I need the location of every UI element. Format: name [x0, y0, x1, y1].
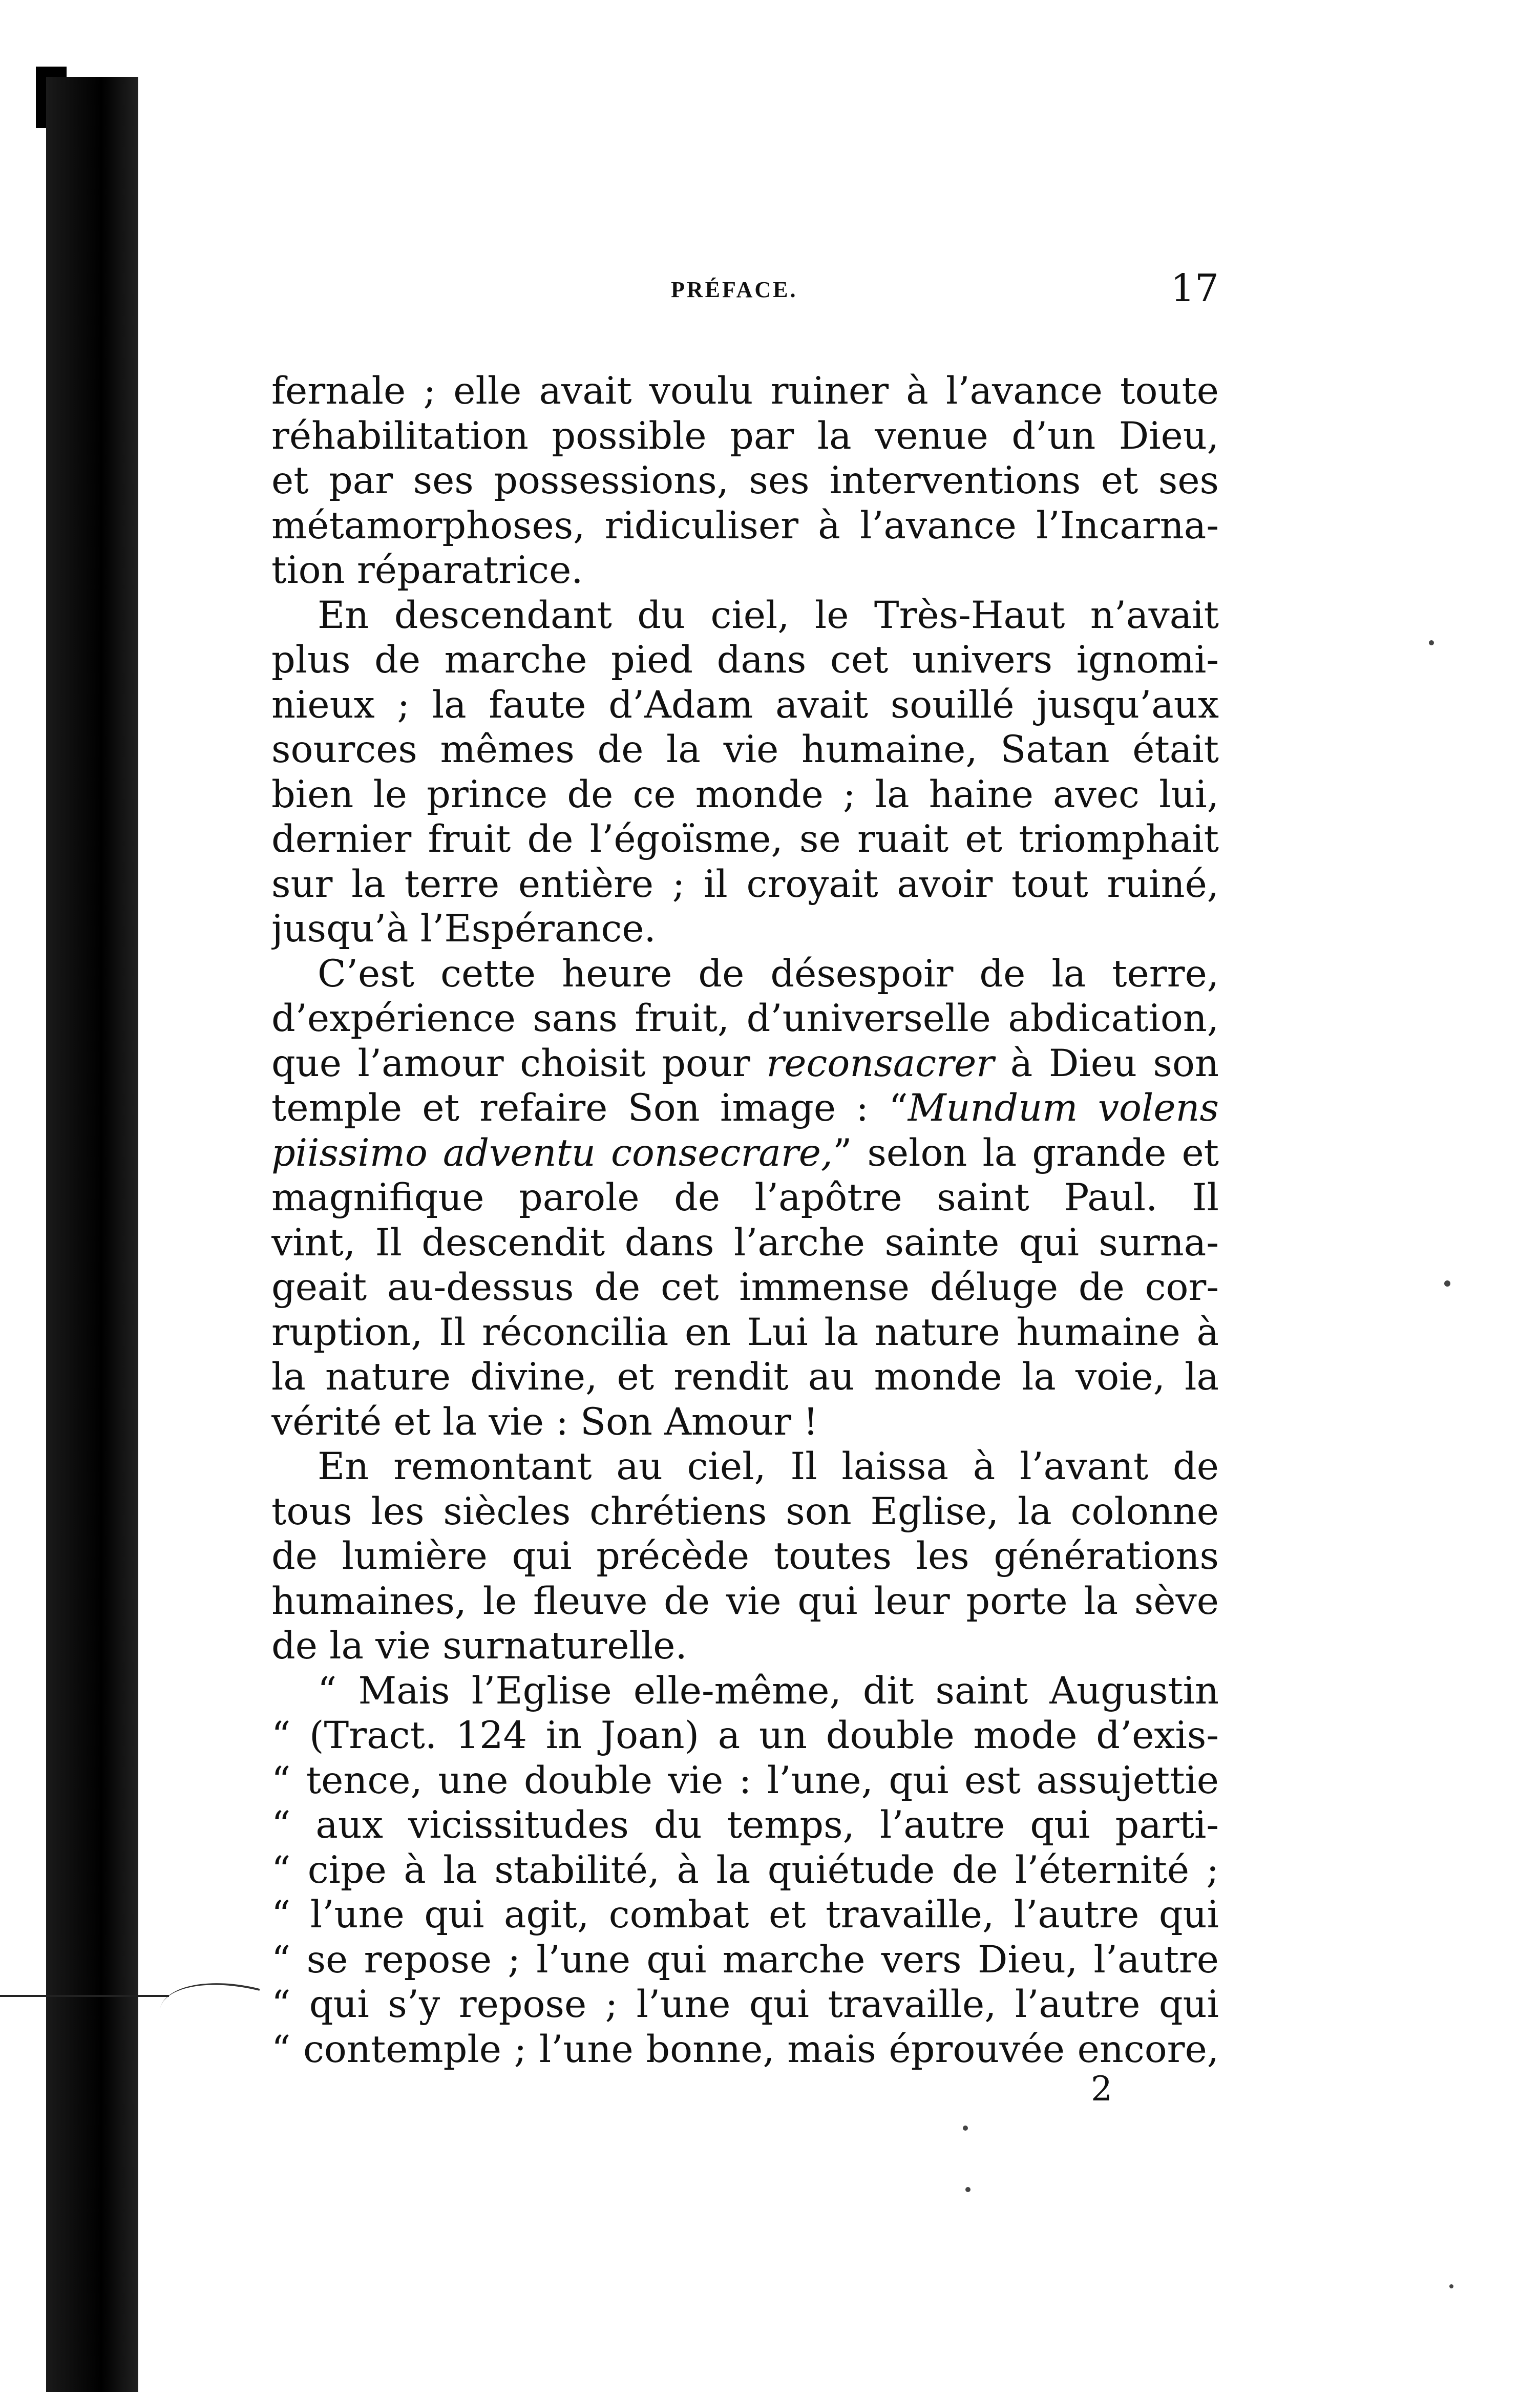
text-line: geait au-dessus de cet immense déluge de cor-	[271, 1266, 1219, 1309]
text-line: En remontant au ciel, Il laissa à l’avant de	[318, 1445, 1219, 1488]
text-line: “ cipe à la stabilité, à la quiétude de l’éternité ;	[271, 1848, 1219, 1892]
text-line	[271, 1041, 1219, 1086]
page-number: 17	[1170, 266, 1219, 310]
text-line: “ tence, une double vie : l’une, qui est assujettie	[271, 1758, 1219, 1802]
scan-speck	[965, 2187, 971, 2192]
text-line: tous les siècles chrétiens son Eglise, la colonne	[271, 1489, 1219, 1533]
text-line	[271, 1131, 1219, 1176]
text-line: dernier fruit de l’égoïsme, se ruait et triomphait	[271, 817, 1219, 861]
text-line: “ se repose ; l’une qui marche vers Dieu, l’autre	[271, 1938, 1219, 1982]
scan-speck	[1429, 640, 1434, 645]
body-text	[271, 369, 1219, 2072]
scan-speck	[1444, 1280, 1450, 1287]
text-line: réhabilitation possible par la venue d’un Dieu,	[271, 414, 1219, 458]
scan-speck	[1449, 2284, 1453, 2288]
latin-quote: Mundum volens	[908, 1086, 1219, 1130]
text-line: “ contemple ; l’une bonne, mais éprouvée encore,	[271, 2027, 1219, 2071]
text-line: “ Mais l’Eglise elle-même, dit saint Augustin	[318, 1669, 1219, 1713]
text-segment: à Dieu son	[1010, 1041, 1219, 1085]
text-line: magnifique parole de l’apôtre saint Paul. Il	[271, 1176, 1219, 1219]
text-line: d’expérience sans fruit, d’universelle abdication,	[271, 997, 1219, 1040]
text-line: ruption, Il réconcilia en Lui la nature humaine à	[271, 1310, 1219, 1354]
text-line: jusqu’à l’Espérance.	[271, 907, 656, 951]
margin-pencil-curve	[160, 1966, 260, 2030]
running-head-title: PRÉFACE.	[671, 277, 798, 302]
text-line: “ aux vicissitudes du temps, l’autre qui parti-	[271, 1803, 1219, 1847]
italic-term: reconsacrer	[766, 1041, 995, 1085]
text-line: “ qui s’y repose ; l’une qui travaille, l’autre qui	[271, 1983, 1219, 2026]
book-page	[271, 266, 1219, 2072]
text-line: “ l’une qui agit, combat et travaille, l’autre qui	[271, 1893, 1219, 1937]
latin-quote: piissimo adventu consecrare,	[271, 1131, 833, 1175]
running-head	[271, 266, 1219, 323]
text-segment: temple et refaire Son image : “	[271, 1086, 908, 1130]
text-line	[271, 1086, 1219, 1131]
text-line: tion réparatrice.	[271, 549, 583, 592]
margin-pencil-line	[0, 1995, 169, 1997]
text-line: et par ses possessions, ses interventions et ses	[271, 459, 1219, 502]
signature-mark: 2	[1091, 2069, 1112, 2109]
text-line: C’est cette heure de désespoir de la terre,	[318, 952, 1219, 996]
text-line: vint, Il descendit dans l’arche sainte qui surna-	[271, 1221, 1219, 1265]
text-line: sur la terre entière ; il croyait avoir tout ruiné,	[271, 862, 1219, 906]
scan-speck	[963, 2126, 968, 2131]
text-line: métamorphoses, ridiculiser à l’avance l’Incarna-	[271, 503, 1219, 548]
text-line: nieux ; la faute d’Adam avait souillé jusqu’aux	[271, 683, 1219, 727]
text-line: fernale ; elle avait voulu ruiner à l’avance toute	[271, 369, 1219, 413]
scan-binding-shadow	[46, 77, 138, 2392]
text-line: de la vie surnaturelle.	[271, 1624, 687, 1668]
text-line: sources mêmes de la vie humaine, Satan était	[271, 728, 1219, 771]
text-line: humaines, le fleuve de vie qui leur porte la sève	[271, 1579, 1219, 1623]
text-segment: que l’amour choisit pour	[271, 1041, 750, 1085]
text-line: bien le prince de ce monde ; la haine avec lui,	[271, 772, 1219, 816]
text-line: vérité et la vie : Son Amour !	[271, 1400, 818, 1444]
text-line: la nature divine, et rendit au monde la voie, la	[271, 1355, 1219, 1399]
text-line: “ (Tract. 124 in Joan) a un double mode d’exis-	[271, 1714, 1219, 1757]
text-segment: ” selon la grande et	[833, 1131, 1219, 1175]
text-line: plus de marche pied dans cet univers ignomi-	[271, 638, 1219, 682]
text-line: de lumière qui précède toutes les générations	[271, 1534, 1219, 1578]
text-line: En descendant du ciel, le Très-Haut n’avait	[318, 593, 1219, 637]
